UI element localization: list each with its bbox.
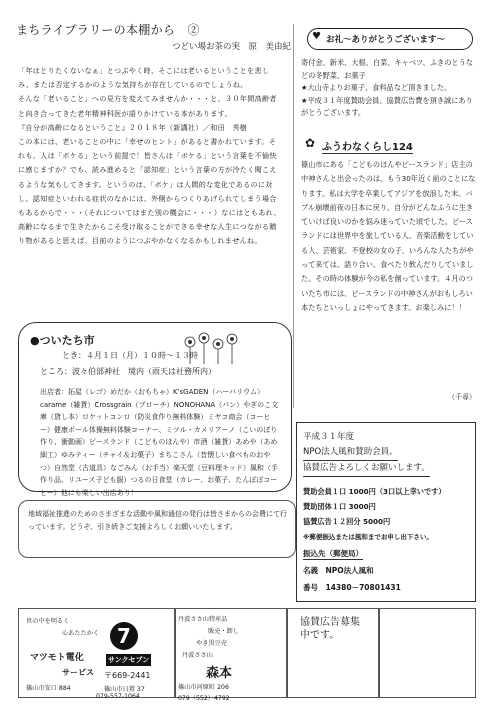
- event-date: とき：４月１日（月）１０時～１３時: [62, 351, 198, 360]
- ad-address: 篠山市安口 884: [26, 685, 71, 692]
- page-title: まちライブラリーの本棚から ②: [16, 23, 200, 37]
- ad-seven: [100, 608, 172, 696]
- article-body: [18, 64, 282, 249]
- ad-tel: 079（552）4792: [178, 695, 230, 702]
- paragraph: そんな「老いること」への見方を変えてみませんか・・・と、３０年間高齢者と向き合ってきた老年精神科医が語りかけている本があります。: [18, 94, 277, 118]
- sponsor-intro: [303, 430, 471, 477]
- flower-icon: ✿: [305, 136, 316, 150]
- thanks-heading: お礼～ありがとうございます～: [326, 35, 446, 45]
- bank-name: 名義 NPO法人風和: [303, 566, 374, 575]
- column-heading: ふうわなくらし124: [322, 138, 413, 154]
- thanks-line: ★大山寺よりお菓子、食料品など頂きました。: [301, 83, 452, 93]
- ad-postal: 〒669-2441: [104, 671, 151, 680]
- thanks-list: [301, 57, 479, 120]
- ad-slogan: 心あたたかく: [62, 630, 100, 637]
- support-notice: 地域福祉推進のためのさまざまな活動や風和通信の発行は皆さまからの会費にて行っています。どうぞ、引き続きご支援よろしくお願いいたします。: [28, 510, 287, 531]
- column-body: 篠山市にある「こどものほんやピースランド」店主の中神さんと出会ったのは、もう30年近く前のことになります。私は大学を卒業してアジアを放浪した末、バブル崩壊前夜の日本に戻り、自分がどんなふうに生きていけば良いのかを悩み迷っていた頃でした。ピースランドには世界中を旅している人、音楽活動をしている人、芸術家、不登校の女の子、いろんな人たちがやって来ては、語り合い、食べたり飲んだりしていました。その時の体験が今の私を創っています。４月のついたち市には、ピースランドの中神さんがおもしろい本たちといっしょにやってきます。お楽しみに！！: [301, 160, 476, 312]
- ad-tel: 079-557-1064: [96, 693, 140, 700]
- ad-text: 販売・卸し: [208, 628, 239, 635]
- ad-slogan: 世の中を明るく: [26, 618, 70, 625]
- event-title: ●ついたち市: [30, 334, 95, 347]
- thanks-line: 寄付金、新米、大根、白菜、キャベツ、ふきのとうなどの冬野菜、お菓子: [301, 58, 473, 80]
- sponsor-line: NPO法人風和賛助会員、: [303, 445, 398, 461]
- ad-text: やき黒豆売: [196, 640, 227, 647]
- ad-brand: サンクセブン: [108, 656, 150, 664]
- ad-address: 篠山市日置 37: [104, 686, 145, 693]
- author-line: つどい場お茶の実 原 美由紀: [172, 42, 292, 52]
- event-place: ところ：波々伯部神社 境内（雨天は社務所内）: [40, 367, 216, 376]
- sponsor-line: 平成３１年度: [303, 432, 355, 442]
- ad-text: 丹波ささ山特産品: [178, 616, 228, 623]
- sponsor-note: ※郵便振込または風和までお申し出下さい。: [303, 533, 433, 541]
- fee-line: 賛助団体１口 3000円: [303, 502, 376, 511]
- ad-company-name: マツモト電化: [30, 653, 84, 663]
- fee-line: 賛助会員１口 1000円（3口以上幸いです）: [303, 487, 446, 496]
- column-signature: （千尋）: [448, 393, 476, 401]
- paragraph: 「年はとりたくないなぁ」とつぶやく時、そこには老いるということを悲しみ、または否定するかのような気持ちが存在しているのでしょうね。: [18, 66, 270, 90]
- ad-company-name: 森本: [206, 666, 233, 681]
- thanks-line: ★平成３１年度賛助会員、協賛広告費を頂き誠にありがとうございます。: [301, 95, 473, 118]
- event-exhibitors: 出店者：拓屋（レゴ）めだか（おもちゃ）K'sGADEN（ハーバリウム）carame（雑貨）Crossgrain（ブローチ）NONOHANA（パン）やぎのこ文庫（貸し本）ロケットコンロ（防災食作り無料体験）ミヤコ商会（コーヒー）健康ポール体操無料体験コーナー、ミツル・カメリアーノ（こいのぼり作り、衝動画）ピースランド（こどものほんや）市酒（雑貨）あめや（あめ細工）ゆみティー（チャイ＆お菓子）まちこさん（昔懐しい食べものおやつ）自然堂（古道具）なごみん（お手当）楽天堂（豆料理キッド）風和（手作り品、リユース子ども服）つるの日食堂（カレー、お菓子、たんぽぽコーヒー）他にも楽しい出店あり！: [40, 388, 279, 497]
- heart-icon: ♥: [312, 31, 321, 42]
- ad-company-sub: サービス: [62, 668, 94, 677]
- column-divider: [293, 24, 294, 408]
- seven-logo-icon: 7: [110, 622, 138, 650]
- ad-text: 丹波ささ山: [182, 652, 213, 659]
- fee-line: 協賛広告１２回分 5000円: [303, 517, 391, 526]
- bank-label: 振込先（郵便局）: [303, 549, 363, 558]
- bank-number: 番号 14380－70801431: [303, 583, 401, 592]
- paragraph: この本には、老いることの中に「幸せのヒント」があると書かれています。それも、人は「ボケる」という前提で！皆さんは「ボケる」という言葉を不愉快に感じますか？でも、読み進めると「認知症」という言葉の方が冷たく聞こえるような気もしてきます。というのは、「ボケ」は人間的な変化であるのに対し、認知症といわれる症状のなかには、外側からつくりあげられてしまう場合もあるからで・・・（それについてはまた別の機会に・・・）なにはともあれ、高齢になるまで生きたからこそ受け取ることができる幸せな人生につながる贈り物があると思えば、目前のようにつぶやかなくなるかもしれませんね。: [18, 137, 281, 246]
- sponsor-line: 協賛広告よろしくお願いします。: [303, 461, 430, 477]
- ad-empty: [378, 608, 476, 698]
- paragraph: 『自分が高齢になるということ』２０１８年（新講社）／和田 秀樹: [18, 122, 248, 132]
- ad-address: 篠山市河原町 206: [178, 684, 229, 691]
- ad-recruit-text: 協賛広告募集中です。: [300, 617, 360, 641]
- sponsor-fees: [303, 484, 471, 529]
